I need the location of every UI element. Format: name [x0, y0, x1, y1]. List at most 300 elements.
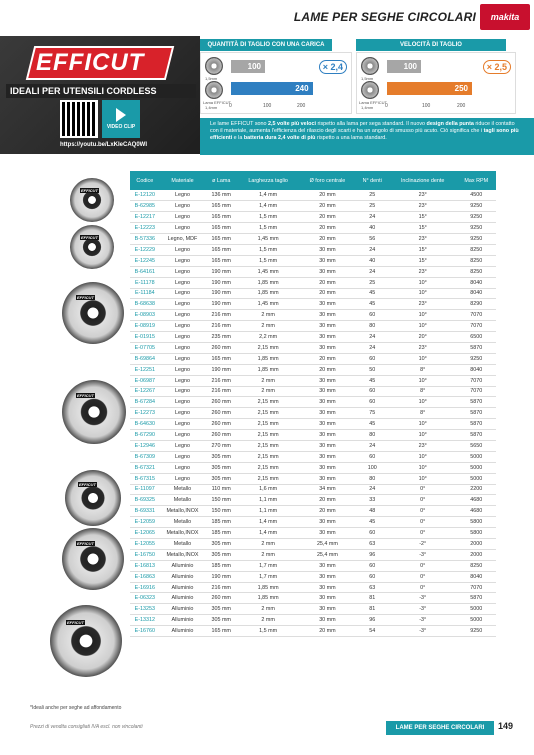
- table-cell: 190 mm: [205, 277, 237, 288]
- product-code: E-16813: [130, 560, 160, 571]
- table-row: [130, 364, 496, 375]
- table-cell: 30 mm: [299, 451, 356, 462]
- table-cell: -3°: [389, 593, 457, 604]
- table-cell: 2200: [457, 484, 497, 495]
- table-cell: 20 mm: [299, 234, 356, 245]
- panel-left-axis-200: 200: [297, 103, 306, 109]
- table-row: [130, 266, 496, 277]
- table-cell: 5870: [457, 408, 497, 419]
- table-cell: 5000: [457, 473, 497, 484]
- info-bold-4: batteria dura 2,4 volte di più: [243, 135, 316, 141]
- table-cell: 20 mm: [299, 353, 356, 364]
- table-cell: 190 mm: [205, 288, 237, 299]
- product-code: E-06323: [130, 593, 160, 604]
- product-code: E-12055: [130, 539, 160, 550]
- product-code: E-16916: [130, 582, 160, 593]
- table-cell: 5650: [457, 440, 497, 451]
- table-cell: 30 mm: [299, 375, 356, 386]
- product-code: E-01915: [130, 332, 160, 343]
- table-cell: -3°: [389, 604, 457, 615]
- table-cell: 165 mm: [205, 234, 237, 245]
- product-code: E-11178: [130, 277, 160, 288]
- table-row: [130, 484, 496, 495]
- table-cell: 10°: [389, 288, 457, 299]
- table-cell: 2,15 mm: [237, 419, 299, 430]
- table-cell: 0°: [389, 484, 457, 495]
- table-cell: 9250: [457, 201, 497, 212]
- table-cell: Legno: [160, 419, 206, 430]
- table-cell: 60: [356, 451, 389, 462]
- table-cell: 30 mm: [299, 408, 356, 419]
- table-cell: 30 mm: [299, 244, 356, 255]
- table-cell: 40: [356, 255, 389, 266]
- table-cell: Legno: [160, 364, 206, 375]
- table-cell: 20°: [389, 332, 457, 343]
- table-cell: Metallo: [160, 495, 206, 506]
- product-code: B-67284: [130, 397, 160, 408]
- table-cell: Legno: [160, 277, 206, 288]
- table-cell: Legno: [160, 353, 206, 364]
- table-row: [130, 593, 496, 604]
- table-cell: 10°: [389, 321, 457, 332]
- table-cell: 5000: [457, 615, 497, 626]
- panel-right-multiplier: × 2,5: [483, 60, 511, 74]
- video-url-link[interactable]: https://youtu.be/LxKIeCAQ0WI: [60, 142, 147, 148]
- blade-image-label: EFFICUT: [77, 393, 94, 398]
- table-cell: 30 mm: [299, 397, 356, 408]
- table-cell: 30 mm: [299, 528, 356, 539]
- table-cell: 1,6 mm: [237, 484, 299, 495]
- table-cell: 1,5 mm: [237, 223, 299, 234]
- table-cell: 2 mm: [237, 386, 299, 397]
- table-cell: 2 mm: [237, 549, 299, 560]
- table-row: [130, 626, 496, 637]
- table-cell: 20 mm: [299, 277, 356, 288]
- table-cell: 8250: [457, 255, 497, 266]
- product-code: E-12217: [130, 212, 160, 223]
- table-cell: 45: [356, 299, 389, 310]
- table-cell: 190 mm: [205, 364, 237, 375]
- table-cell: 30 mm: [299, 571, 356, 582]
- table-cell: 305 mm: [205, 462, 237, 473]
- table-cell: Legno: [160, 462, 206, 473]
- product-code: B-62985: [130, 201, 160, 212]
- table-cell: 8°: [389, 386, 457, 397]
- info-text-1: Le lame EFFICUT sono: [210, 121, 269, 127]
- table-cell: 60: [356, 528, 389, 539]
- table-cell: 30 mm: [299, 310, 356, 321]
- table-row: [130, 310, 496, 321]
- table-cell: 15°: [389, 255, 457, 266]
- table-cell: Alluminio: [160, 615, 206, 626]
- table-cell: 10°: [389, 277, 457, 288]
- table-cell: 15°: [389, 244, 457, 255]
- table-cell: Alluminio: [160, 604, 206, 615]
- table-cell: 8040: [457, 288, 497, 299]
- table-cell: 5870: [457, 342, 497, 353]
- table-cell: 2,15 mm: [237, 408, 299, 419]
- table-cell: 1,85 mm: [237, 582, 299, 593]
- panel-right-label-bottom-2: 1,4mm: [361, 105, 374, 110]
- product-code: B-67290: [130, 430, 160, 441]
- table-row: [130, 560, 496, 571]
- table-cell: Legno: [160, 386, 206, 397]
- table-cell: 1,1 mm: [237, 506, 299, 517]
- table-cell: Metallo: [160, 517, 206, 528]
- info-bold-1: 2,5 volte più veloci: [268, 121, 316, 127]
- product-code: E-13312: [130, 615, 160, 626]
- table-cell: 24: [356, 212, 389, 223]
- panel-left-chart: [200, 52, 352, 114]
- table-cell: 165 mm: [205, 212, 237, 223]
- table-cell: 5870: [457, 397, 497, 408]
- table-cell: 0°: [389, 517, 457, 528]
- product-code: E-06987: [130, 375, 160, 386]
- table-cell: 25: [356, 201, 389, 212]
- table-cell: 30 mm: [299, 560, 356, 571]
- table-cell: 9250: [457, 234, 497, 245]
- col-materiale: Materiale: [160, 171, 206, 190]
- product-code: B-69331: [130, 506, 160, 517]
- table-cell: 1,5 mm: [237, 626, 299, 637]
- panel-left-label-top: 1,5mm: [205, 76, 218, 81]
- table-cell: 110 mm: [205, 484, 237, 495]
- table-cell: 30 mm: [299, 462, 356, 473]
- info-text-2: rispetto alla lama per sega standard. Il nuovo: [315, 121, 427, 127]
- col-denti: N° denti: [356, 171, 389, 190]
- panel-right-label-bottom-1: Lama EFFICUT: [359, 100, 388, 105]
- table-cell: 63: [356, 582, 389, 593]
- table-cell: 30 mm: [299, 430, 356, 441]
- blade-image-label: EFFICUT: [67, 620, 84, 625]
- table-cell: 5870: [457, 593, 497, 604]
- info-text-4: e la: [232, 135, 244, 141]
- table-cell: 30 mm: [299, 299, 356, 310]
- panel-left-bar-standard: [231, 60, 265, 73]
- table-row: [130, 234, 496, 245]
- page-number: 149: [498, 721, 514, 731]
- table-cell: Legno: [160, 375, 206, 386]
- table-cell: 10°: [389, 419, 457, 430]
- table-row: [130, 190, 496, 201]
- video-clip-label: VIDEO CLIP: [106, 124, 136, 130]
- col-larghezza-taglio: Larghezza taglio: [237, 171, 299, 190]
- table-cell: Legno: [160, 212, 206, 223]
- table-cell: 24: [356, 484, 389, 495]
- table-row: [130, 506, 496, 517]
- table-cell: 20 mm: [299, 223, 356, 234]
- table-cell: 2,15 mm: [237, 462, 299, 473]
- table-row: [130, 386, 496, 397]
- table-cell: 5870: [457, 430, 497, 441]
- table-cell: Legno: [160, 397, 206, 408]
- video-clip-button[interactable]: [102, 100, 140, 138]
- table-cell: 235 mm: [205, 332, 237, 343]
- table-cell: 1,1 mm: [237, 495, 299, 506]
- product-code: E-12245: [130, 255, 160, 266]
- efficut-blade-icon: [205, 81, 223, 99]
- table-cell: 8040: [457, 277, 497, 288]
- table-cell: 0°: [389, 560, 457, 571]
- product-code: B-67315: [130, 473, 160, 484]
- table-cell: 96: [356, 615, 389, 626]
- table-cell: 1,85 mm: [237, 353, 299, 364]
- table-row: [130, 375, 496, 386]
- table-cell: 165 mm: [205, 255, 237, 266]
- panel-left-label-bottom-1: Lama EFFICUT: [203, 100, 232, 105]
- panel-right-axis-100: 100: [422, 103, 431, 109]
- table-cell: 60: [356, 386, 389, 397]
- table-cell: 33: [356, 495, 389, 506]
- qr-code[interactable]: [60, 100, 98, 138]
- table-cell: Legno: [160, 430, 206, 441]
- product-code: E-12273: [130, 408, 160, 419]
- table-row: [130, 430, 496, 441]
- table-cell: 4680: [457, 506, 497, 517]
- table-cell: 165 mm: [205, 201, 237, 212]
- table-cell: Legno: [160, 408, 206, 419]
- table-cell: 48: [356, 506, 389, 517]
- table-cell: 190 mm: [205, 266, 237, 277]
- hero-banner: [0, 36, 200, 154]
- table-cell: Metallo: [160, 539, 206, 550]
- table-cell: 1,85 mm: [237, 364, 299, 375]
- table-cell: 260 mm: [205, 430, 237, 441]
- table-cell: 25,4 mm: [299, 549, 356, 560]
- table-cell: 9250: [457, 626, 497, 637]
- table-cell: Legno: [160, 223, 206, 234]
- table-cell: 20 mm: [299, 506, 356, 517]
- table-cell: 2,15 mm: [237, 430, 299, 441]
- table-cell: Alluminio: [160, 626, 206, 637]
- table-row: [130, 342, 496, 353]
- table-cell: 216 mm: [205, 321, 237, 332]
- table-cell: Metallo: [160, 484, 206, 495]
- table-row: [130, 332, 496, 343]
- table-row: [130, 528, 496, 539]
- table-cell: 10°: [389, 473, 457, 484]
- table-cell: 305 mm: [205, 451, 237, 462]
- table-cell: 260 mm: [205, 419, 237, 430]
- page-title: LAME PER SEGHE CIRCOLARI: [293, 10, 476, 24]
- panel-left-multiplier: × 2,4: [319, 60, 347, 74]
- table-cell: 30 mm: [299, 440, 356, 451]
- table-row: [130, 517, 496, 528]
- table-cell: 5800: [457, 528, 497, 539]
- table-cell: 1,45 mm: [237, 299, 299, 310]
- product-code: E-12946: [130, 440, 160, 451]
- table-header-row: [130, 171, 496, 190]
- table-cell: 10°: [389, 397, 457, 408]
- standard-blade-icon: [361, 57, 379, 75]
- table-cell: 1,4 mm: [237, 201, 299, 212]
- panel-right-axis-200: 200: [457, 103, 466, 109]
- table-cell: 2,15 mm: [237, 451, 299, 462]
- table-row: [130, 201, 496, 212]
- product-code: E-16750: [130, 549, 160, 560]
- table-cell: 60: [356, 310, 389, 321]
- table-cell: 20 mm: [299, 201, 356, 212]
- table-cell: 5000: [457, 604, 497, 615]
- table-cell: 30 mm: [299, 321, 356, 332]
- blade-image-wood-fine: [62, 380, 126, 444]
- table-cell: 30 mm: [299, 473, 356, 484]
- table-row: [130, 244, 496, 255]
- table-cell: 2,15 mm: [237, 342, 299, 353]
- table-cell: Metallo,INOX: [160, 506, 206, 517]
- table-cell: 40: [356, 223, 389, 234]
- product-code: B-67309: [130, 451, 160, 462]
- table-cell: 305 mm: [205, 615, 237, 626]
- panel-right-label-top: 1,5mm: [361, 76, 374, 81]
- table-cell: Alluminio: [160, 571, 206, 582]
- blade-spec-table: [130, 171, 496, 637]
- info-description: [200, 118, 534, 155]
- product-code: E-16863: [130, 571, 160, 582]
- panel-left-bar-standard-value: 100: [247, 62, 261, 71]
- table-cell: 30 mm: [299, 604, 356, 615]
- table-cell: 305 mm: [205, 549, 237, 560]
- table-cell: 10°: [389, 310, 457, 321]
- product-code: E-12120: [130, 190, 160, 201]
- info-text-5: rispetto a una lama standard.: [315, 135, 387, 141]
- info-bold-2: design della punta: [426, 121, 474, 127]
- table-cell: 9250: [457, 353, 497, 364]
- table-cell: 1,5 mm: [237, 244, 299, 255]
- product-code: E-07705: [130, 342, 160, 353]
- table-cell: 20 mm: [299, 212, 356, 223]
- table-cell: 30 mm: [299, 517, 356, 528]
- table-cell: 165 mm: [205, 353, 237, 364]
- table-cell: 8040: [457, 571, 497, 582]
- table-cell: 81: [356, 593, 389, 604]
- table-cell: 15°: [389, 223, 457, 234]
- table-cell: 23°: [389, 440, 457, 451]
- table-cell: 24: [356, 342, 389, 353]
- product-code: E-08903: [130, 310, 160, 321]
- col-inclinazione: Inclinazione dente: [389, 171, 457, 190]
- panel-right-title: VELOCITÀ DI TAGLIO: [356, 39, 506, 51]
- table-cell: 30 mm: [299, 332, 356, 343]
- blade-image-label: EFFICUT: [81, 235, 98, 240]
- table-cell: 50: [356, 364, 389, 375]
- blade-image-label: EFFICUT: [79, 482, 96, 487]
- product-code: E-12065: [130, 528, 160, 539]
- table-cell: 5870: [457, 419, 497, 430]
- table-cell: 8250: [457, 244, 497, 255]
- table-cell: 0°: [389, 506, 457, 517]
- table-cell: 1,7 mm: [237, 560, 299, 571]
- table-cell: 20 mm: [299, 364, 356, 375]
- blade-image-label: EFFICUT: [77, 541, 94, 546]
- table-row: [130, 288, 496, 299]
- table-cell: 8040: [457, 364, 497, 375]
- table-cell: 216 mm: [205, 386, 237, 397]
- table-cell: 5000: [457, 462, 497, 473]
- table-cell: Legno: [160, 288, 206, 299]
- table-cell: 24: [356, 332, 389, 343]
- blade-image-aluminium: [50, 605, 122, 677]
- table-cell: Metallo,INOX: [160, 528, 206, 539]
- product-code: E-12229: [130, 244, 160, 255]
- table-cell: 7070: [457, 321, 497, 332]
- table-cell: Legno: [160, 342, 206, 353]
- table-cell: Legno, MDF: [160, 234, 206, 245]
- product-code: E-08919: [130, 321, 160, 332]
- hero-subtitle: IDEALI PER UTENSILI CORDLESS: [6, 84, 196, 98]
- efficut-logo-text: EFFICUT: [36, 49, 145, 76]
- table-cell: 2000: [457, 539, 497, 550]
- table-cell: 1,7 mm: [237, 571, 299, 582]
- table-cell: 23°: [389, 190, 457, 201]
- table-cell: 60: [356, 560, 389, 571]
- table-cell: 20 mm: [299, 190, 356, 201]
- table-cell: 100: [356, 462, 389, 473]
- table-row: [130, 604, 496, 615]
- table-cell: 260 mm: [205, 342, 237, 353]
- table-row: [130, 440, 496, 451]
- panel-left-title: QUANTITÀ DI TAGLIO CON UNA CARICA: [200, 39, 332, 51]
- table-cell: 23°: [389, 201, 457, 212]
- table-cell: 260 mm: [205, 408, 237, 419]
- table-cell: 270 mm: [205, 440, 237, 451]
- table-cell: 1,45 mm: [237, 266, 299, 277]
- table-cell: 216 mm: [205, 375, 237, 386]
- brand-logo-text: makita: [482, 6, 528, 28]
- table-cell: 5800: [457, 517, 497, 528]
- efficut-blade-icon: [361, 81, 379, 99]
- table-cell: 80: [356, 430, 389, 441]
- table-cell: Alluminio: [160, 593, 206, 604]
- table-cell: 80: [356, 473, 389, 484]
- table-cell: 15°: [389, 212, 457, 223]
- panel-left-axis-100: 100: [263, 103, 272, 109]
- table-cell: 2 mm: [237, 615, 299, 626]
- table-cell: 60: [356, 397, 389, 408]
- table-cell: 165 mm: [205, 244, 237, 255]
- table-cell: 2 mm: [237, 310, 299, 321]
- product-code: E-12267: [130, 386, 160, 397]
- table-cell: 23°: [389, 299, 457, 310]
- product-code: E-12059: [130, 517, 160, 528]
- table-cell: 45: [356, 288, 389, 299]
- table-cell: 10°: [389, 375, 457, 386]
- panel-right-bar-efficut: [387, 82, 472, 95]
- table-cell: Legno: [160, 244, 206, 255]
- table-cell: 260 mm: [205, 593, 237, 604]
- play-icon: [116, 108, 126, 122]
- table-cell: 24: [356, 440, 389, 451]
- table-row: [130, 212, 496, 223]
- product-code: B-64630: [130, 419, 160, 430]
- table-cell: 0°: [389, 528, 457, 539]
- table-cell: 305 mm: [205, 539, 237, 550]
- table-row: [130, 615, 496, 626]
- table-cell: 136 mm: [205, 190, 237, 201]
- table-cell: Alluminio: [160, 560, 206, 571]
- table-cell: 1,45 mm: [237, 234, 299, 245]
- standard-blade-icon: [205, 57, 223, 75]
- table-cell: 34 mm: [299, 484, 356, 495]
- blade-image-metal: [62, 528, 124, 590]
- table-cell: 10°: [389, 430, 457, 441]
- table-row: [130, 571, 496, 582]
- table-cell: 305 mm: [205, 473, 237, 484]
- table-row: [130, 539, 496, 550]
- table-cell: 30 mm: [299, 582, 356, 593]
- table-cell: 10°: [389, 353, 457, 364]
- table-cell: 23°: [389, 234, 457, 245]
